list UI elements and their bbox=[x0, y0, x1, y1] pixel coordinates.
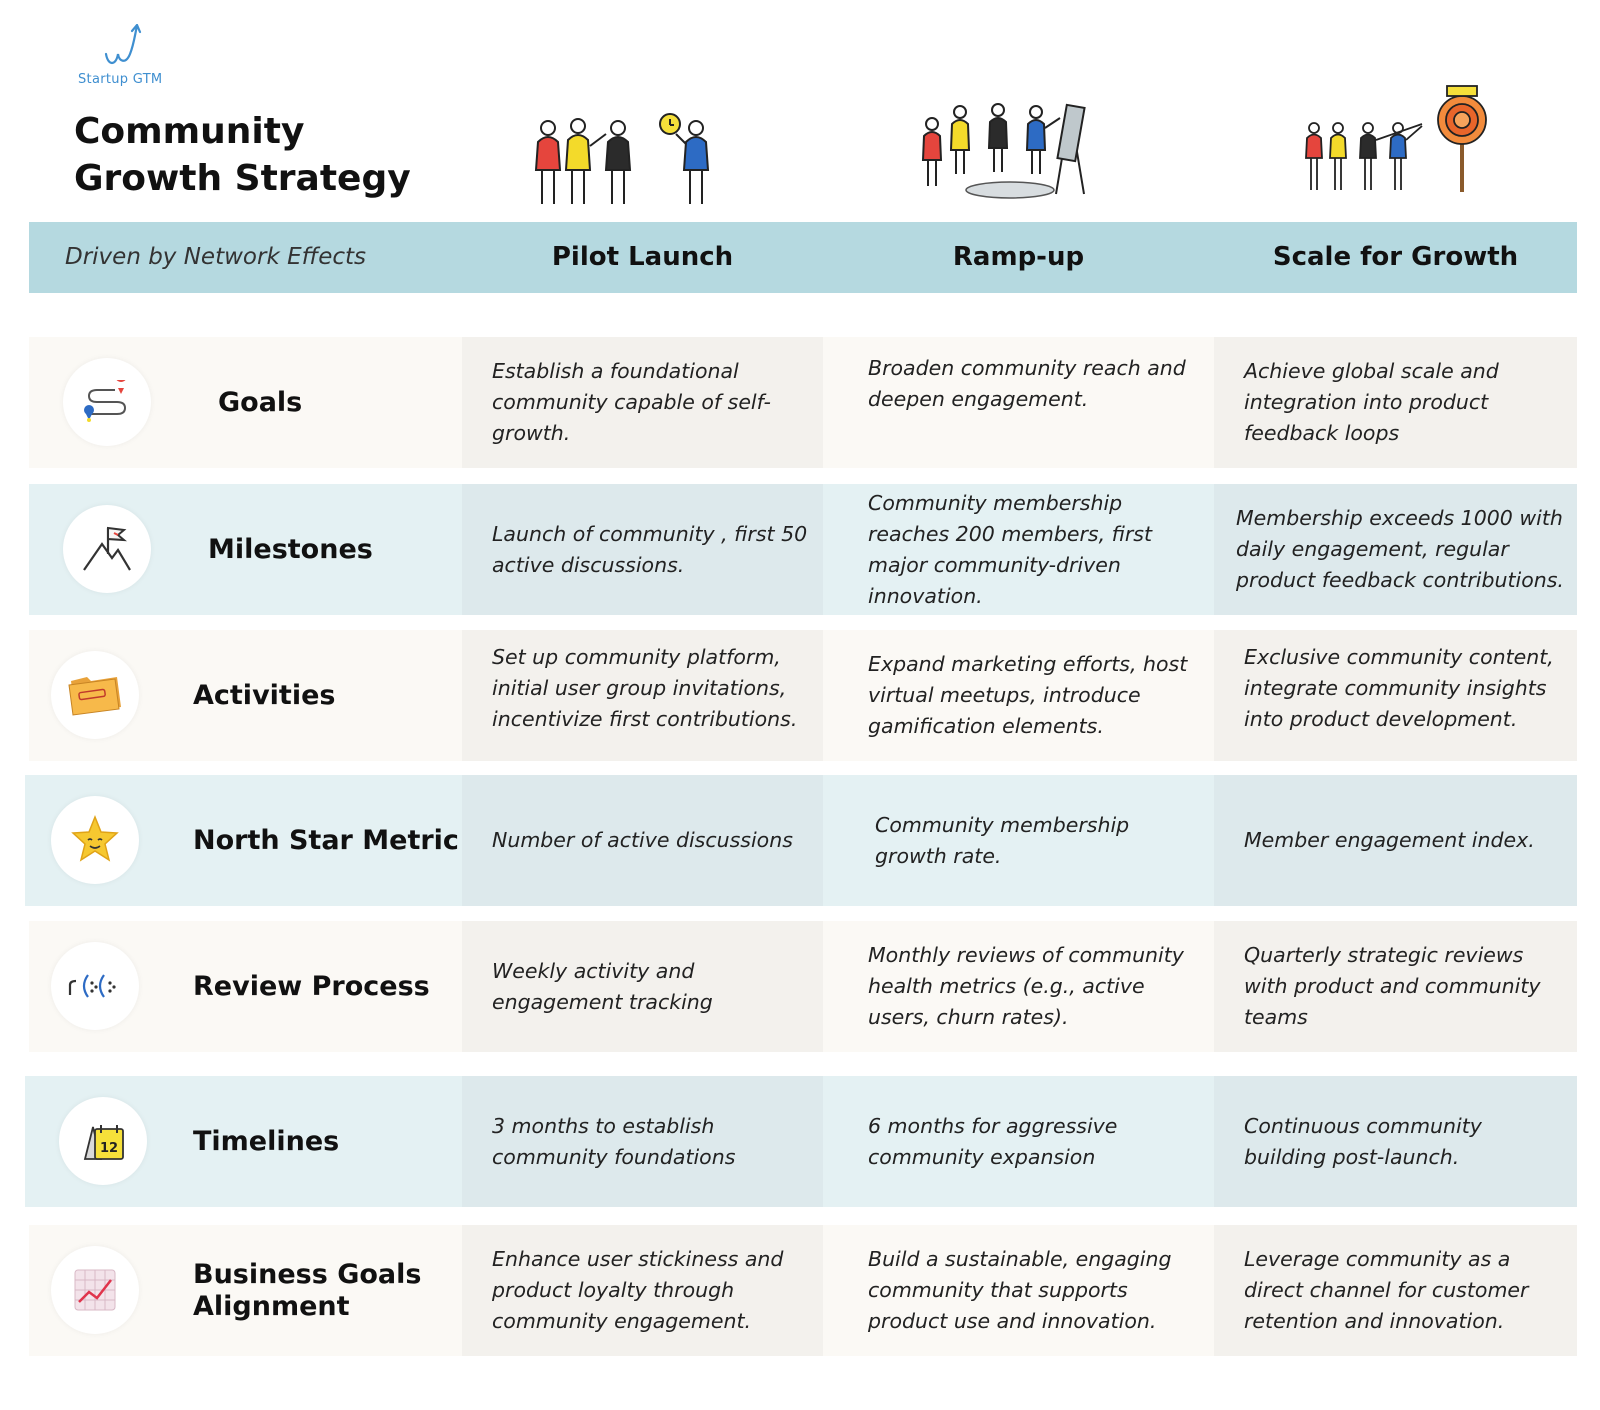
business-scale-cell bbox=[1214, 1225, 1577, 1356]
startup-gtm-logo bbox=[78, 24, 188, 94]
phase-header-ramp-up: Ramp-up bbox=[952, 242, 1085, 272]
ramp-up-illustration bbox=[918, 102, 1108, 202]
review-rampup-cell bbox=[823, 921, 1214, 1052]
row-label-business-goals-alignment: Business Goals Alignment bbox=[193, 1259, 422, 1322]
logo-squiggle-icon bbox=[102, 24, 146, 70]
timelines-pilot-cell bbox=[462, 1076, 823, 1207]
logo-text: Startup GTM bbox=[78, 72, 163, 87]
milestones-rampup-text: Community membership reaches 200 members, first major community-driven innovation. bbox=[868, 490, 1153, 608]
milestones-scale-text: Membership exceeds 1000 with daily engagement, regular product feedback contributions. bbox=[1236, 506, 1564, 592]
milestones-pilot-cell bbox=[462, 484, 823, 615]
map-route-icon bbox=[63, 358, 151, 446]
review-scale-text: Quarterly strategic reviews with product and community teams bbox=[1244, 943, 1541, 1029]
milestones-scale-cell bbox=[1214, 484, 1577, 615]
row-label-milestones: Milestones bbox=[208, 534, 373, 565]
row-label-north-star-metric: North Star Metric bbox=[193, 825, 459, 856]
activities-rampup-cell bbox=[823, 630, 1214, 761]
table-row-north-star-metric bbox=[25, 775, 1577, 906]
timelines-pilot-text: 3 months to establish community foundations bbox=[492, 1113, 736, 1169]
growth-chart-icon bbox=[51, 1246, 139, 1334]
table-row-goals bbox=[29, 337, 1577, 468]
goals-rampup-cell bbox=[823, 337, 1214, 468]
review-cycle-icon bbox=[51, 942, 139, 1030]
activities-scale-cell bbox=[1214, 630, 1577, 761]
pilot-launch-illustration bbox=[528, 112, 728, 212]
north-star-rampup-text: Community membership growth rate. bbox=[875, 812, 1130, 868]
activities-pilot-text: Set up community platform, initial user group invitations, incentivize first contributions. bbox=[492, 645, 798, 731]
header-band bbox=[29, 222, 1577, 293]
business-scale-text: Leverage community as a direct channel for customer retention and innovation. bbox=[1244, 1247, 1529, 1333]
calendar-number: 12 bbox=[99, 1141, 119, 1156]
mountain-flag-icon bbox=[63, 505, 151, 593]
page-title bbox=[74, 108, 411, 202]
timelines-scale-cell bbox=[1214, 1076, 1577, 1207]
goals-scale-cell bbox=[1214, 337, 1577, 468]
folder-icon bbox=[51, 651, 139, 739]
north-star-scale-text: Member engagement index. bbox=[1244, 828, 1535, 852]
table-row-activities bbox=[29, 630, 1577, 761]
calendar-icon bbox=[59, 1097, 147, 1185]
table-row-review-process bbox=[29, 921, 1577, 1052]
timelines-rampup-text: 6 months for aggressive community expansion bbox=[868, 1113, 1118, 1169]
business-rampup-text: Build a sustainable, engaging community that supports product use and innovation. bbox=[868, 1247, 1172, 1333]
activities-pilot-cell bbox=[462, 630, 823, 761]
table-row-timelines bbox=[25, 1076, 1577, 1207]
table-row-business-goals-alignment bbox=[29, 1225, 1577, 1356]
row-label-goals: Goals bbox=[218, 387, 303, 418]
phase-header-scale-for-growth: Scale for Growth bbox=[1272, 242, 1519, 272]
north-star-rampup-cell bbox=[823, 775, 1214, 906]
table-row-milestones bbox=[29, 484, 1577, 615]
milestones-pilot-text: Launch of community , first 50 active discussions. bbox=[492, 521, 808, 577]
timelines-rampup-cell bbox=[823, 1076, 1214, 1207]
business-pilot-cell bbox=[462, 1225, 823, 1356]
scale-growth-illustration bbox=[1302, 84, 1502, 196]
review-rampup-text: Monthly reviews of community health metrics (e.g., active users, churn rates). bbox=[868, 943, 1184, 1029]
review-pilot-text: Weekly activity and engagement tracking bbox=[492, 958, 713, 1014]
star-icon bbox=[51, 796, 139, 884]
north-star-pilot-text: Number of active discussions bbox=[492, 828, 793, 852]
activities-scale-text: Exclusive community content, integrate community insights into product development. bbox=[1244, 645, 1554, 731]
page-title-line1: Community bbox=[74, 111, 305, 152]
header-subtitle: Driven by Network Effects bbox=[65, 244, 366, 270]
goals-pilot-text: Establish a foundational community capable of self-growth. bbox=[492, 359, 771, 445]
north-star-pilot-cell bbox=[462, 775, 823, 906]
north-star-scale-cell bbox=[1214, 775, 1577, 906]
goals-rampup-text: Broaden community reach and deepen engagement. bbox=[868, 356, 1186, 411]
page-title-line2: Growth Strategy bbox=[74, 158, 411, 199]
phase-header-pilot-launch: Pilot Launch bbox=[551, 242, 734, 272]
review-pilot-cell bbox=[462, 921, 823, 1052]
activities-rampup-text: Expand marketing efforts, host virtual meetups, introduce gamification elements. bbox=[868, 652, 1188, 738]
goals-pilot-cell bbox=[462, 337, 823, 468]
timelines-scale-text: Continuous community building post-launch. bbox=[1244, 1113, 1482, 1169]
milestones-rampup-cell bbox=[823, 484, 1214, 615]
row-label-review-process: Review Process bbox=[193, 971, 430, 1002]
goals-scale-text: Achieve global scale and integration into product feedback loops bbox=[1244, 359, 1499, 445]
business-rampup-cell bbox=[823, 1225, 1214, 1356]
review-scale-cell bbox=[1214, 921, 1577, 1052]
row-label-activities: Activities bbox=[193, 680, 336, 711]
row-label-timelines: Timelines bbox=[193, 1126, 340, 1157]
business-pilot-text: Enhance user stickiness and product loyalty through community engagement. bbox=[492, 1247, 784, 1333]
